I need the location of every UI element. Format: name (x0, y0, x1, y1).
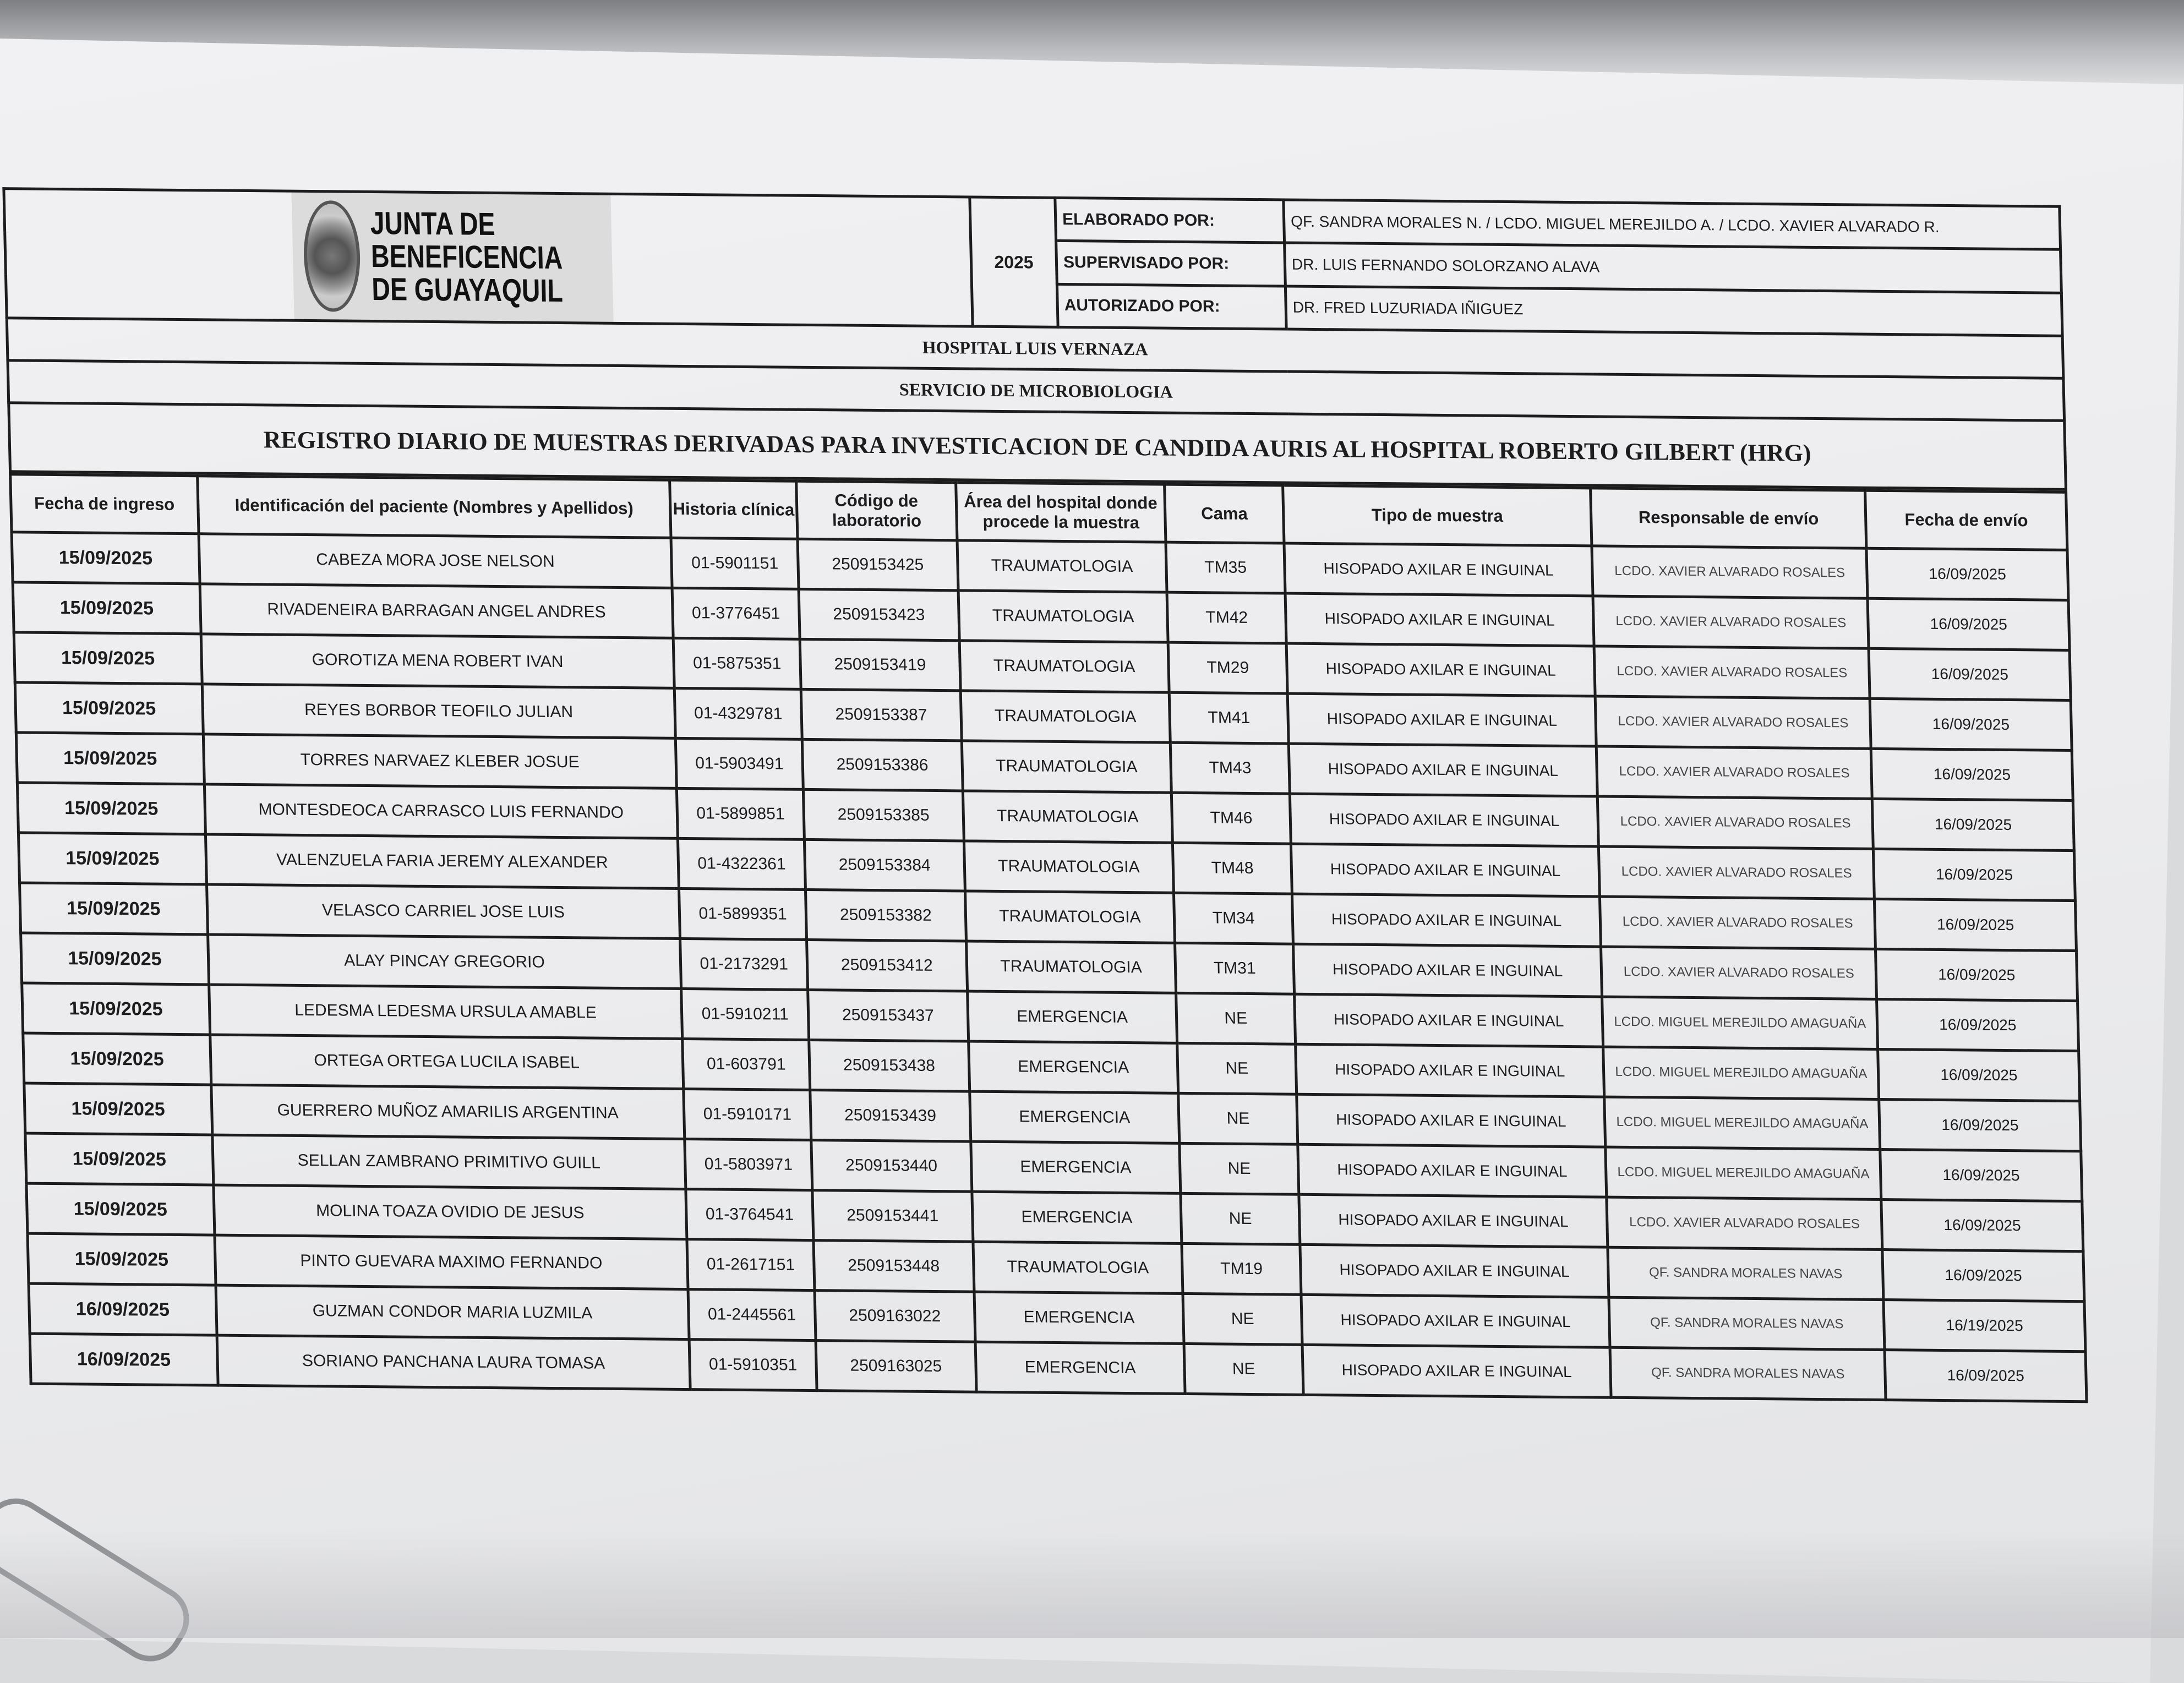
col-historia-cell: 01-5910171 (684, 1089, 811, 1140)
col-codigo-cell: 2509153440 (811, 1140, 972, 1192)
col-tipo-cell: HISOPADO AXILAR E INGUINAL (1301, 1294, 1610, 1347)
meta-label: AUTORIZADO POR: (1057, 284, 1286, 329)
meta-value: QF. SANDRA MORALES N. / LCDO. MIGUEL MEREJILDO A. / LCDO. XAVIER ALVARADO R. (1284, 200, 2061, 250)
col-responsable-cell: LCDO. XAVIER ALVARADO ROSALES (1593, 596, 1869, 648)
col-historia-cell: 01-3764541 (686, 1189, 813, 1241)
col-paciente-cell: GUERRERO MUÑOZ AMARILIS ARGENTINA (211, 1085, 685, 1139)
col-paciente-cell: VELASCO CARRIEL JOSE LUIS (206, 884, 680, 939)
col-fecha-envio-cell: 16/09/2025 (1878, 1049, 2080, 1101)
col-fecha-ingreso-cell: 15/09/2025 (26, 1183, 215, 1235)
col-cama-cell: TM31 (1175, 943, 1295, 994)
col-area-cell: TRAUMATOLOGIA (963, 791, 1173, 843)
col-area-cell: TRAUMATOLOGIA (960, 691, 1171, 742)
col-historia-cell: 01-5901151 (671, 538, 799, 589)
col-codigo-cell: 2509153425 (798, 539, 958, 591)
col-cama-cell: TM34 (1174, 893, 1293, 944)
col-fecha-ingreso-cell: 15/09/2025 (13, 582, 201, 634)
col-responsable-header: Responsable de envío (1591, 488, 1867, 548)
col-codigo-cell: 2509153412 (806, 939, 967, 991)
col-tipo-cell: HISOPADO AXILAR E INGUINAL (1298, 1144, 1607, 1197)
col-historia-header: Historia clínica (670, 480, 798, 539)
col-tipo-cell: HISOPADO AXILAR E INGUINAL (1292, 894, 1601, 947)
col-responsable-cell: QF. SANDRA MORALES NAVAS (1609, 1297, 1885, 1349)
col-codigo-header: Código de laboratorio (796, 481, 957, 540)
col-tipo-cell: HISOPADO AXILAR E INGUINAL (1297, 1094, 1606, 1147)
col-area-cell: TRAUMATOLOGIA (957, 540, 1167, 592)
col-responsable-cell: LCDO. MIGUEL MEREJILDO AMAGUAÑA (1602, 997, 1878, 1049)
col-codigo-cell: 2509153437 (808, 990, 969, 1041)
col-codigo-cell: 2509153387 (801, 689, 962, 741)
table-body (12, 532, 2087, 1402)
col-codigo-cell: 2509153441 (812, 1190, 973, 1242)
col-fecha-envio-header: Fecha de envío (1865, 490, 2067, 550)
col-fecha-ingreso-cell: 16/09/2025 (29, 1283, 217, 1335)
col-area-cell: EMERGENCIA (968, 1041, 1178, 1093)
col-paciente-cell: SORIANO PANCHANA LAURA TOMASA (217, 1335, 691, 1390)
col-responsable-cell: QF. SANDRA MORALES NAVAS (1610, 1347, 1886, 1400)
col-historia-cell: 01-5803971 (685, 1139, 812, 1190)
col-tipo-cell: HISOPADO AXILAR E INGUINAL (1302, 1345, 1611, 1397)
col-paciente-cell: LEDESMA LEDESMA URSULA AMABLE (209, 985, 682, 1039)
col-fecha-ingreso-cell: 16/09/2025 (30, 1334, 218, 1385)
col-responsable-cell: LCDO. XAVIER ALVARADO ROSALES (1594, 646, 1870, 698)
col-historia-cell: 01-3776451 (672, 588, 800, 639)
meta-label: SUPERVISADO POR: (1056, 241, 1286, 286)
col-cama-cell: NE (1176, 993, 1296, 1044)
col-codigo-cell: 2509153382 (805, 889, 966, 941)
col-paciente-cell: TORRES NARVAEZ KLEBER JOSUE (203, 734, 677, 789)
col-tipo-cell: HISOPADO AXILAR E INGUINAL (1286, 643, 1595, 696)
form-header (2, 187, 2067, 491)
col-area-cell: TRAUMATOLOGIA (959, 641, 1170, 692)
col-fecha-ingreso-cell: 15/09/2025 (24, 1083, 212, 1135)
col-area-cell: EMERGENCIA (969, 1091, 1180, 1143)
col-cama-cell: NE (1184, 1343, 1303, 1395)
col-fecha-envio-cell: 16/09/2025 (1869, 648, 2071, 700)
col-fecha-ingreso-cell: 15/09/2025 (21, 933, 209, 985)
col-paciente-cell: CABEZA MORA JOSE NELSON (199, 534, 673, 588)
col-cama-cell: NE (1180, 1143, 1299, 1194)
col-responsable-cell: LCDO. XAVIER ALVARADO ROSALES (1592, 546, 1868, 598)
col-tipo-cell: HISOPADO AXILAR E INGUINAL (1290, 794, 1598, 846)
hospital-name: HOSPITAL LUIS VERNAZA (7, 318, 2063, 379)
col-fecha-envio-cell: 16/19/2025 (1883, 1300, 2085, 1352)
col-responsable-cell: LCDO. MIGUEL MEREJILDO AMAGUAÑA (1603, 1047, 1879, 1099)
col-cama-cell: TM41 (1170, 692, 1289, 744)
col-cama-cell: TM29 (1168, 642, 1287, 693)
col-responsable-cell: LCDO. MIGUEL MEREJILDO AMAGUAÑA (1604, 1097, 1880, 1149)
samples-table (9, 473, 2088, 1403)
meta-label: ELABORADO POR: (1055, 198, 1285, 243)
col-historia-cell: 01-5899351 (679, 888, 807, 939)
col-paciente-cell: REYES BORBOR TEOFILO JULIAN (202, 684, 676, 739)
col-fecha-envio-cell: 16/09/2025 (1880, 1149, 2082, 1201)
col-paciente-cell: ALAY PINCAY GREGORIO (208, 935, 681, 989)
col-fecha-ingreso-cell: 15/09/2025 (20, 883, 208, 935)
col-cama-cell: NE (1178, 1093, 1298, 1144)
col-fecha-envio-cell: 16/09/2025 (1875, 899, 2077, 950)
col-responsable-cell: LCDO. XAVIER ALVARADO ROSALES (1607, 1197, 1882, 1249)
col-fecha-envio-cell: 16/09/2025 (1877, 999, 2079, 1051)
col-fecha-envio-cell: 16/09/2025 (1872, 799, 2074, 850)
col-paciente-cell: SELLAN ZAMBRANO PRIMITIVO GUILL (212, 1135, 686, 1189)
col-fecha-ingreso-cell: 15/09/2025 (28, 1233, 216, 1285)
col-area-cell: EMERGENCIA (967, 991, 1177, 1043)
col-codigo-cell: 2509153419 (800, 639, 960, 691)
col-historia-cell: 01-5903491 (675, 738, 803, 789)
col-tipo-cell: HISOPADO AXILAR E INGUINAL (1293, 944, 1602, 997)
col-fecha-envio-cell: 16/09/2025 (1871, 748, 2073, 800)
col-paciente-cell: MOLINA TOAZA OVIDIO DE JESUS (214, 1185, 687, 1239)
col-cama-cell: TM42 (1167, 592, 1286, 643)
org-name-line1: JUNTA DE BENEFICENCIA (369, 205, 563, 276)
col-paciente-cell: ORTEGA ORTEGA LUCILA ISABEL (210, 1035, 684, 1089)
col-fecha-envio-cell: 16/09/2025 (1874, 849, 2076, 900)
seal-icon (303, 200, 361, 312)
col-codigo-cell: 2509153384 (804, 839, 965, 891)
col-cama-cell: TM35 (1166, 542, 1285, 593)
paper-sheet (0, 39, 2183, 1683)
col-tipo-cell: HISOPADO AXILAR E INGUINAL (1291, 844, 1599, 897)
col-tipo-cell: HISOPADO AXILAR E INGUINAL (1299, 1194, 1608, 1247)
col-area-cell: TRAUMATOLOGIA (965, 891, 1175, 943)
col-responsable-cell: LCDO. MIGUEL MEREJILDO AMAGUAÑA (1606, 1147, 1881, 1199)
col-paciente-header: Identificación del paciente (Nombres y Apellidos) (197, 476, 671, 538)
org-logo (291, 193, 613, 322)
col-paciente-cell: GUZMAN CONDOR MARIA LUZMILA (216, 1285, 690, 1340)
col-paciente-cell: MONTESDEOCA CARRASCO LUIS FERNANDO (204, 784, 678, 839)
col-paciente-cell: GOROTIZA MENA ROBERT IVAN (201, 634, 675, 688)
meta-value: DR. FRED LUZURIADA IÑIGUEZ (1285, 286, 2062, 336)
col-tipo-cell: HISOPADO AXILAR E INGUINAL (1287, 693, 1596, 746)
col-cama-cell: NE (1183, 1293, 1302, 1345)
org-name-line2: DE GUAYAQUIL (371, 271, 563, 309)
col-historia-cell: 01-603791 (682, 1039, 810, 1090)
logo-cell (4, 189, 973, 326)
col-responsable-cell: QF. SANDRA MORALES NAVAS (1608, 1247, 1883, 1299)
col-codigo-cell: 2509153386 (802, 739, 963, 791)
col-fecha-ingreso-cell: 15/09/2025 (17, 783, 205, 834)
col-fecha-envio-cell: 16/09/2025 (1882, 1250, 2084, 1302)
col-historia-cell: 01-4322361 (678, 838, 806, 889)
col-codigo-cell: 2509153385 (803, 789, 964, 841)
col-fecha-ingreso-cell: 15/09/2025 (18, 833, 206, 884)
col-fecha-ingreso-header: Fecha de ingreso (10, 474, 199, 534)
col-fecha-ingreso-cell: 15/09/2025 (25, 1133, 214, 1185)
meta-value: DR. LUIS FERNANDO SOLORZANO ALAVA (1285, 243, 2062, 293)
col-tipo-cell: HISOPADO AXILAR E INGUINAL (1296, 1044, 1604, 1097)
col-cama-cell: TM43 (1171, 742, 1290, 794)
col-tipo-cell: HISOPADO AXILAR E INGUINAL (1284, 543, 1593, 596)
col-fecha-envio-cell: 16/09/2025 (1879, 1099, 2081, 1151)
col-fecha-envio-cell: 16/09/2025 (1876, 949, 2078, 1001)
col-area-cell: TRAUMATOLOGIA (973, 1242, 1183, 1293)
col-area-header: Área del hospital donde procede la muestra (956, 483, 1166, 542)
col-fecha-envio-cell: 16/09/2025 (1885, 1350, 2087, 1402)
col-responsable-cell: LCDO. XAVIER ALVARADO ROSALES (1600, 897, 1876, 949)
col-fecha-envio-cell: 16/09/2025 (1868, 598, 2070, 650)
col-cama-header: Cama (1165, 484, 1284, 543)
col-fecha-ingreso-cell: 15/09/2025 (14, 632, 202, 684)
col-area-cell: EMERGENCIA (972, 1192, 1182, 1243)
org-name (370, 207, 565, 308)
col-historia-cell: 01-5875351 (673, 638, 801, 689)
col-fecha-ingreso-cell: 15/09/2025 (15, 682, 203, 734)
col-historia-cell: 01-2173291 (680, 938, 808, 990)
col-historia-cell: 01-5910211 (681, 988, 809, 1040)
col-cama-cell: TM19 (1182, 1243, 1301, 1294)
col-area-cell: EMERGENCIA (974, 1292, 1184, 1343)
col-area-cell: EMERGENCIA (970, 1141, 1181, 1193)
document-title: REGISTRO DIARIO DE MUESTRAS DERIVADAS PARA INVESTICACION DE CANDIDA AURIS AL HOSPITAL ROBERTO GILBERT (HRG) (9, 403, 2066, 490)
col-responsable-cell: LCDO. XAVIER ALVARADO ROSALES (1596, 746, 1872, 799)
shadow (0, 1530, 2184, 1638)
col-historia-cell: 01-2445561 (688, 1289, 816, 1341)
col-cama-cell: TM48 (1173, 843, 1292, 894)
col-tipo-cell: HISOPADO AXILAR E INGUINAL (1288, 744, 1597, 796)
col-responsable-cell: LCDO. XAVIER ALVARADO ROSALES (1597, 796, 1873, 849)
col-paciente-cell: PINTO GUEVARA MAXIMO FERNANDO (215, 1235, 689, 1289)
col-historia-cell: 01-5910351 (689, 1340, 817, 1391)
col-codigo-cell: 2509163022 (815, 1291, 975, 1342)
col-area-cell: TRAUMATOLOGIA (966, 941, 1176, 993)
year: 2025 (970, 197, 1058, 327)
col-area-cell: TRAUMATOLOGIA (964, 841, 1174, 893)
col-fecha-ingreso-cell: 15/09/2025 (16, 733, 204, 784)
col-cama-cell: TM46 (1172, 793, 1291, 844)
col-area-cell: EMERGENCIA (975, 1342, 1186, 1394)
col-codigo-cell: 2509153438 (809, 1040, 970, 1091)
col-fecha-envio-cell: 16/09/2025 (1866, 548, 2068, 600)
col-responsable-cell: LCDO. XAVIER ALVARADO ROSALES (1598, 846, 1874, 899)
col-tipo-cell: HISOPADO AXILAR E INGUINAL (1295, 994, 1603, 1047)
col-cama-cell: NE (1181, 1193, 1300, 1244)
col-paciente-cell: VALENZUELA FARIA JEREMY ALEXANDER (205, 834, 679, 889)
col-responsable-cell: LCDO. XAVIER ALVARADO ROSALES (1595, 696, 1871, 748)
registry-form (2, 187, 2088, 1403)
col-historia-cell: 01-2617151 (687, 1239, 815, 1291)
col-fecha-envio-cell: 16/09/2025 (1870, 698, 2072, 750)
col-tipo-cell: HISOPADO AXILAR E INGUINAL (1285, 593, 1594, 646)
col-fecha-ingreso-cell: 15/09/2025 (22, 983, 210, 1035)
col-area-cell: TRAUMATOLOGIA (962, 741, 1172, 793)
col-codigo-cell: 2509153423 (799, 589, 959, 641)
col-codigo-cell: 2509153448 (813, 1241, 974, 1292)
col-responsable-cell: LCDO. XAVIER ALVARADO ROSALES (1601, 947, 1877, 999)
col-codigo-cell: 2509153439 (810, 1090, 971, 1142)
col-tipo-header: Tipo de muestra (1283, 485, 1592, 546)
col-area-cell: TRAUMATOLOGIA (958, 591, 1169, 642)
col-tipo-cell: HISOPADO AXILAR E INGUINAL (1300, 1244, 1609, 1297)
col-codigo-cell: 2509163025 (816, 1341, 976, 1392)
col-fecha-envio-cell: 16/09/2025 (1881, 1200, 2083, 1252)
col-historia-cell: 01-4329781 (674, 688, 802, 739)
col-historia-cell: 01-5899851 (677, 788, 805, 839)
col-fecha-ingreso-cell: 15/09/2025 (12, 532, 200, 584)
col-fecha-ingreso-cell: 15/09/2025 (23, 1033, 211, 1085)
col-cama-cell: NE (1177, 1043, 1297, 1094)
col-paciente-cell: RIVADENEIRA BARRAGAN ANGEL ANDRES (200, 584, 674, 638)
service-name: SERVICIO DE MICROBIOLOGIA (8, 360, 2065, 421)
